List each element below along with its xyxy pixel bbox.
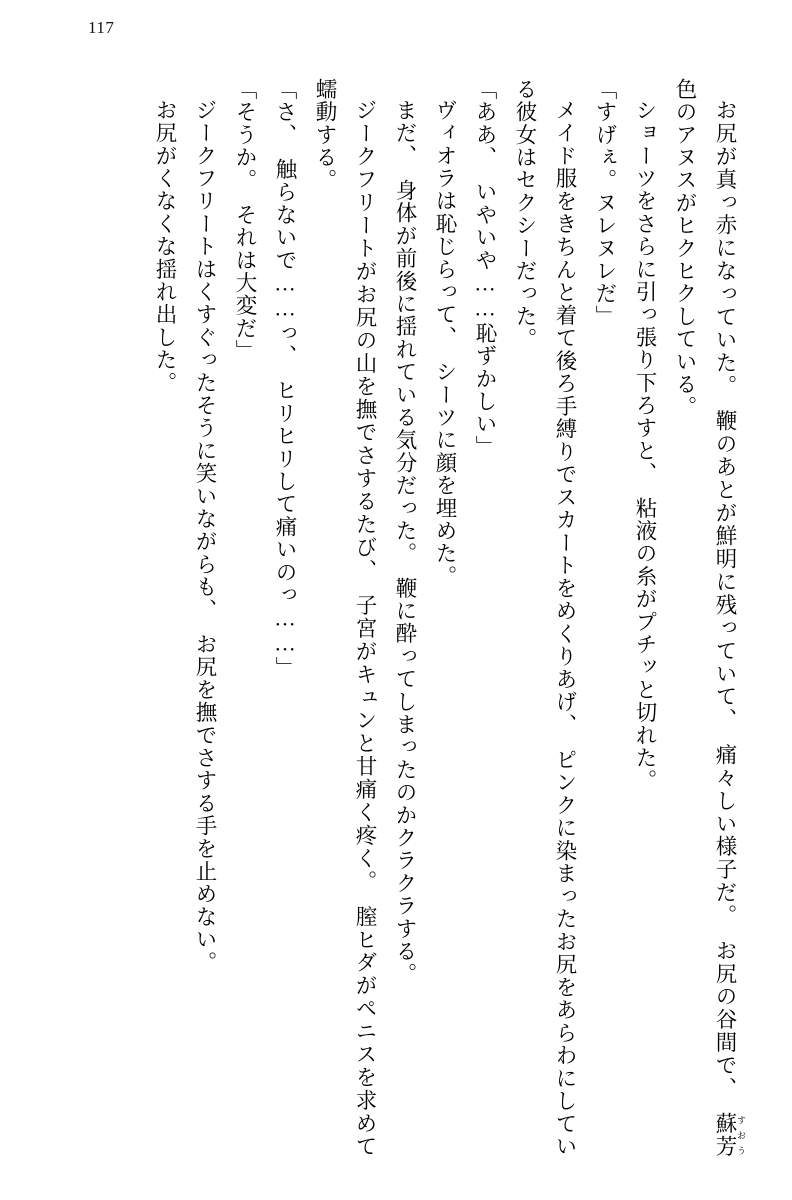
paragraph: ヴィオラは恥じらって、 シーツに顔を埋めた。 [433,99,457,588]
paragraph-dialogue: 「さ、 触らないで……っ、 ヒリヒリして痛いのっ……」 [273,78,297,680]
paragraph: お尻がくなくな揺れ出した。 [153,99,177,395]
paragraph: ジークフリートがお尻の山を撫でさするたび、 子宮がキュンと甘痛く疼く。 膣ヒダがペニスを求めて蠕動する。 [313,78,377,1158]
paragraph: まだ、 身体が前後に揺れている気分だった。 鞭に酔ってしまったのかクラクラする。 [393,99,417,986]
paragraph-dialogue: 「すげぇ。ヌレヌレだ」 [593,78,617,328]
ruby-suou: 蘇芳 すおう [713,1112,746,1158]
paragraph: ジークフリートはくすぐったそうに笑いながらも、 お尻を撫でさする手を止めない。 [193,99,217,974]
page-body-text [48,78,746,1158]
page-number: 117 [88,18,115,37]
paragraph: メイド服をきちんと着て後ろ手縛りでスカートをめくりあげ、 ピンクに染まったお尻をあらわにしている彼女はセクシーだった。 [513,78,577,1158]
paragraph-dialogue: 「ああ、 いやいや……恥ずかしい」 [473,78,497,459]
paragraph: お尻が真っ赤になっていた。 鞭のあとが鮮明に残っていて、 痛々しい様子だ。 お尻の谷間で、 蘇芳 すおう色のアヌスがヒクヒクしている。 [673,78,746,1158]
paragraph-dialogue: 「そうか。 それは大変だ」 [233,78,257,363]
paragraph: ショーツをさらに引っ張り下ろすと、 粘液の糸がプチッと切れた。 [633,99,657,792]
